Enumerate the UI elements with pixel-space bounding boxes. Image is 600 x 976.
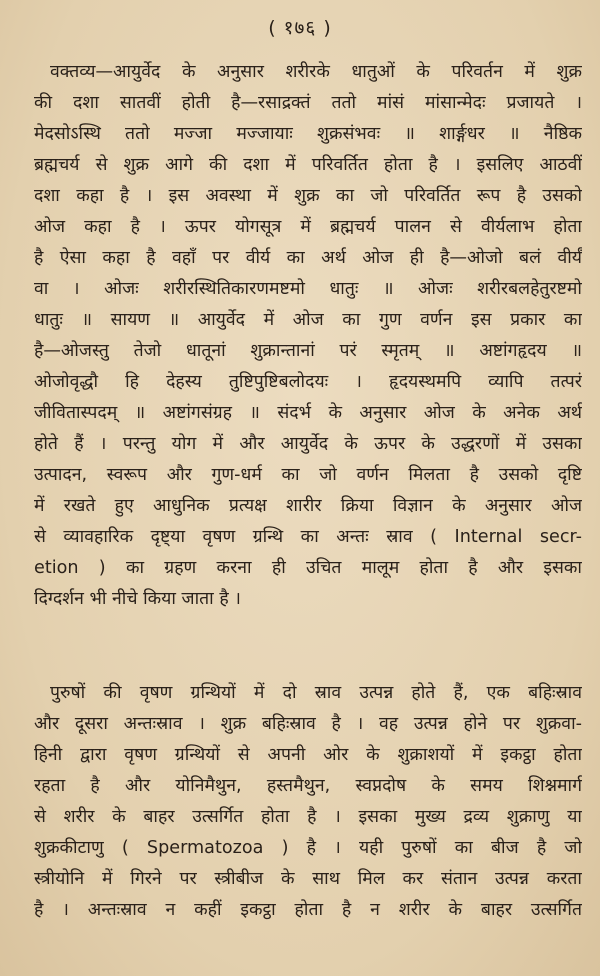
text-line: ओज कहा है । ऊपर योगसूत्र में ब्रह्मचर्य पालन से वीर्यलाभ होता (34, 217, 582, 237)
text-line: दशा कहा है । इस अवस्था में शुक्र का जो परिवर्तित रूप है उसको (34, 186, 582, 206)
text-line: है । अन्तःस्राव न कहीं इकट्ठा होता है न शरीर के बाहर उत्सर्गित (34, 900, 582, 920)
text-line: धातुः ॥ सायण ॥ आयुर्वेद में ओज का गुण वर्णन इस प्रकार का (34, 310, 582, 330)
text-line: पुरुषों की वृषण ग्रन्थियों में दो स्राव उत्पन्न होते हैं, एक बहिःस्राव (50, 683, 582, 703)
text-line: वा । ओजः शरीरस्थितिकारणमष्टमो धातुः ॥ ओजः शरीरबलहेतुरष्टमो (34, 279, 582, 299)
text-line: है ऐसा कहा है वहाँ पर वीर्य का अर्थ ओज ही है—ओजो बलं वीर्यं (34, 248, 582, 268)
text-line: ब्रह्मचर्य से शुक्र आगे की दशा में परिवर्तित होता है । इसलिए आठवीं (34, 155, 582, 175)
text-line: शुक्रकीटाणु ( Spermatozoa ) है । यही पुरुषों का बीज है जो (34, 838, 582, 858)
text-line: जीवितास्पदम् ॥ अष्टांगसंग्रह ॥ संदर्भ के अनुसार ओज के अनेक अर्थ (34, 403, 582, 423)
text-line: है—ओजस्तु तेजो धातूनां शुक्रान्तानां परं स्मृतम् ॥ अष्टांगहृदय ॥ (34, 341, 582, 361)
page-number: ( १७६ ) (268, 17, 332, 39)
text-line: ओजोवृद्धौ हि देहस्य तुष्टिपुष्टिबलोदयः । हृदयस्थमपि व्यापि तत्परं (34, 372, 582, 392)
text-line: मेदसोऽस्थि ततो मज्जा मज्जायाः शुक्रसंभवः ॥ शार्ङ्गधर ॥ नैष्ठिक (34, 124, 582, 144)
text-line: दिग्दर्शन भी नीचे किया जाता है । (34, 589, 241, 609)
text-line: वक्तव्य—आयुर्वेद के अनुसार शरीरके धातुओं के परिवर्तन में शुक्र (50, 62, 582, 82)
text-line: etion ) का ग्रहण करना ही उचित मालूम होता है और इसका (34, 558, 582, 578)
text-line: होते हैं । परन्तु योग में और आयुर्वेद के ऊपर के उद्धरणों में उसका (34, 434, 582, 454)
text-line: रहता है और योनिमैथुन, हस्तमैथुन, स्वप्नदोष के समय शिश्नमार्ग (34, 776, 582, 796)
text-line: उत्पादन, स्वरूप और गुण-धर्म का जो वर्णन मिलता है उसको दृष्टि (34, 465, 582, 485)
text-line: से शरीर के बाहर उत्सर्गित होता है । इसका मुख्य द्रव्य शुक्राणु या (34, 807, 582, 827)
text-line: में रखते हुए आधुनिक प्रत्यक्ष शारीर क्रिया विज्ञान के अनुसार ओज (34, 496, 582, 516)
text-line: स्त्रीयोनि में गिरने पर स्त्रीबीज के साथ मिल कर संतान उत्पन्न करता (34, 869, 582, 889)
text-line: और दूसरा अन्तःस्राव । शुक्र बहिःस्राव है । वह उत्पन्न होने पर शुक्रवा- (34, 714, 582, 734)
text-line: हिनी द्वारा वृषण ग्रन्थियों से अपनी ओर के शुक्राशयों में इकट्ठा होता (34, 745, 582, 765)
text-line: की दशा सातवीं होती है—रसाद्रक्तं ततो मांसं मांसान्मेदः प्रजायते । (34, 93, 582, 113)
text-line: से व्यावहारिक दृष्ट्या वृषण ग्रन्थि का अन्तः स्राव ( Internal secr- (34, 527, 582, 547)
